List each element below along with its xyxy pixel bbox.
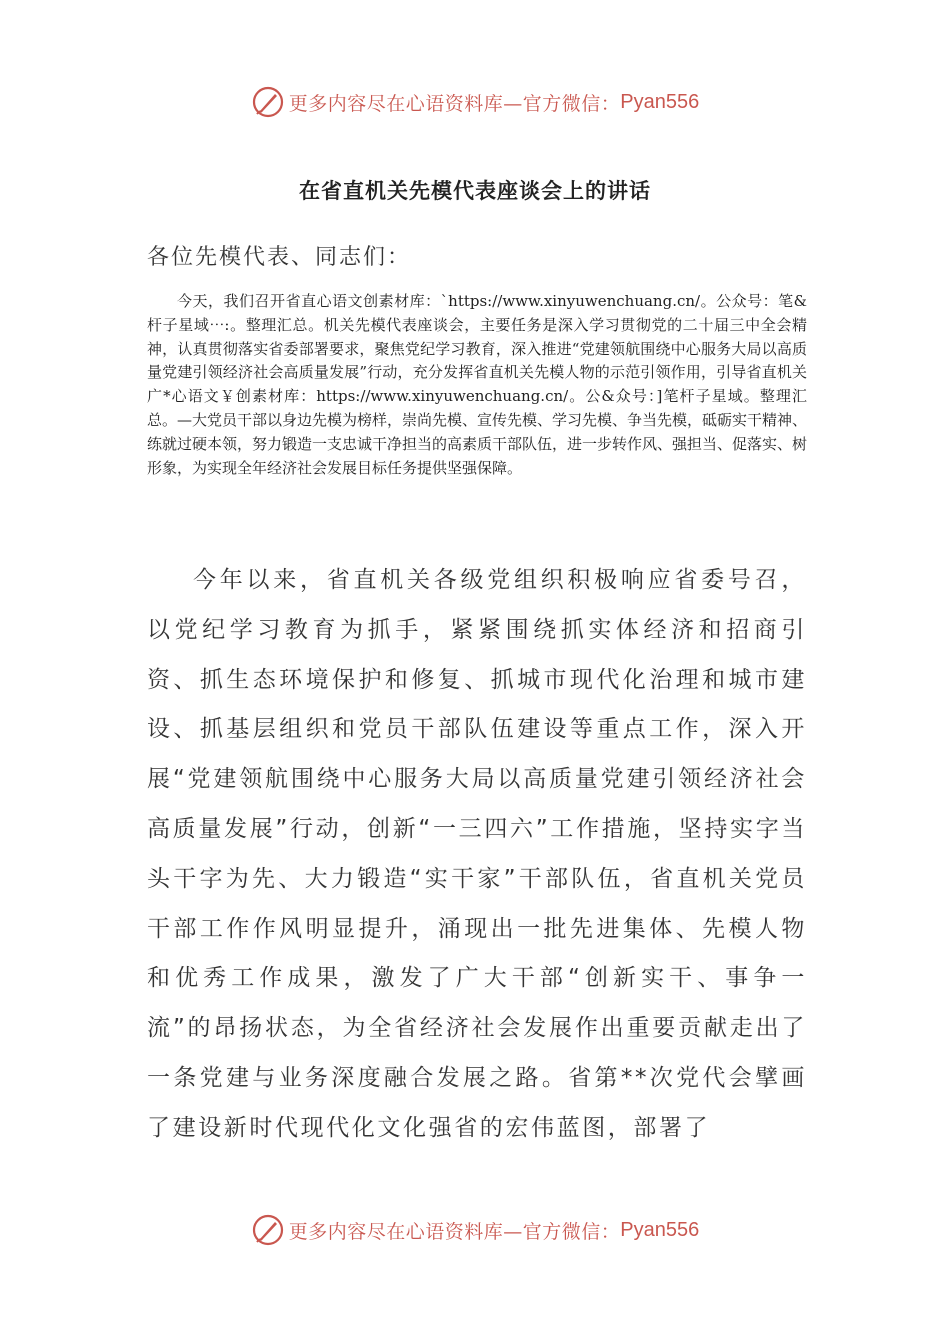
document-title: 在省直机关先模代表座谈会上的讲话 bbox=[299, 178, 651, 203]
intro-paragraph: 今天，我们召开省直心语文创素材库：`https://www.xinyuwenchuang.cn/。公众号：笔&杆子星域⋯:。整理汇总。机关先模代表座谈会，主要任务是深入学习贯彻党的二十届三中全会精神，认真贯彻落实省委部署要求，聚焦党纪学习教育，深入推进“党建领航围绕中心服务大局以高质量党建引领经济社会高质量发展”行动，充分发挥省直机关先模人物的示范引领作用，引导省直机关广*心语文￥创素材库：https://www.xinyuwenchuang.cn/。公&众号：]笔杆子星域。整理汇总。—大党员干部以身边先模为榜样，崇尚先模、宣传先模、学习先模、争当先模，砥砺实干精神、练就过硬本领，努力锻造一支忠诚干净担当的高素质干部队伍，进一步转作风、强担当、促落实、树形象，为实现全年经济社会发展目标任务提供坚强保障。 bbox=[147, 292, 808, 477]
salutation: 各位先模代表、同志们： bbox=[147, 245, 412, 270]
wechat-id: Pyan556 bbox=[620, 90, 700, 113]
footer-banner bbox=[0, 1210, 950, 1250]
body-paragraph: 今年以来，省直机关各级党组织积极响应省委号召，以党纪学习教育为抓手，紧紧围绕抓实体经济和招商引资、抓生态环境保护和修复、抓城市现代化治理和城市建设、抓基层组织和党员干部队伍建设等重点工作，深入开展“党建领航围绕中心服务大局以高质量党建引领经济社会高质量发展”行动，创新“一三四六”工作措施，坚持实字当头干字为先、大力锻造“实干家”干部队伍，省直机关党员干部工作作风明显提升，涌现出一批先进集体、先模人物和优秀工作成果，激发了广大干部“创新实干、事争一流”的昂扬状态，为全省经济社会发展作出重要贡献走出了一条党建与业务深度融合发展之路。省第**次党代会擘画了建设新时代现代化文化强省的宏伟蓝图，部署了 bbox=[147, 567, 807, 1141]
quill-logo-icon bbox=[251, 1213, 285, 1247]
quill-logo-icon bbox=[251, 85, 285, 119]
banner-text: 更多内容尽在心语资料库—官方微信： bbox=[288, 1220, 621, 1243]
header-banner bbox=[0, 82, 950, 122]
banner-text: 更多内容尽在心语资料库—官方微信： bbox=[288, 92, 621, 115]
wechat-id: Pyan556 bbox=[620, 1218, 700, 1241]
